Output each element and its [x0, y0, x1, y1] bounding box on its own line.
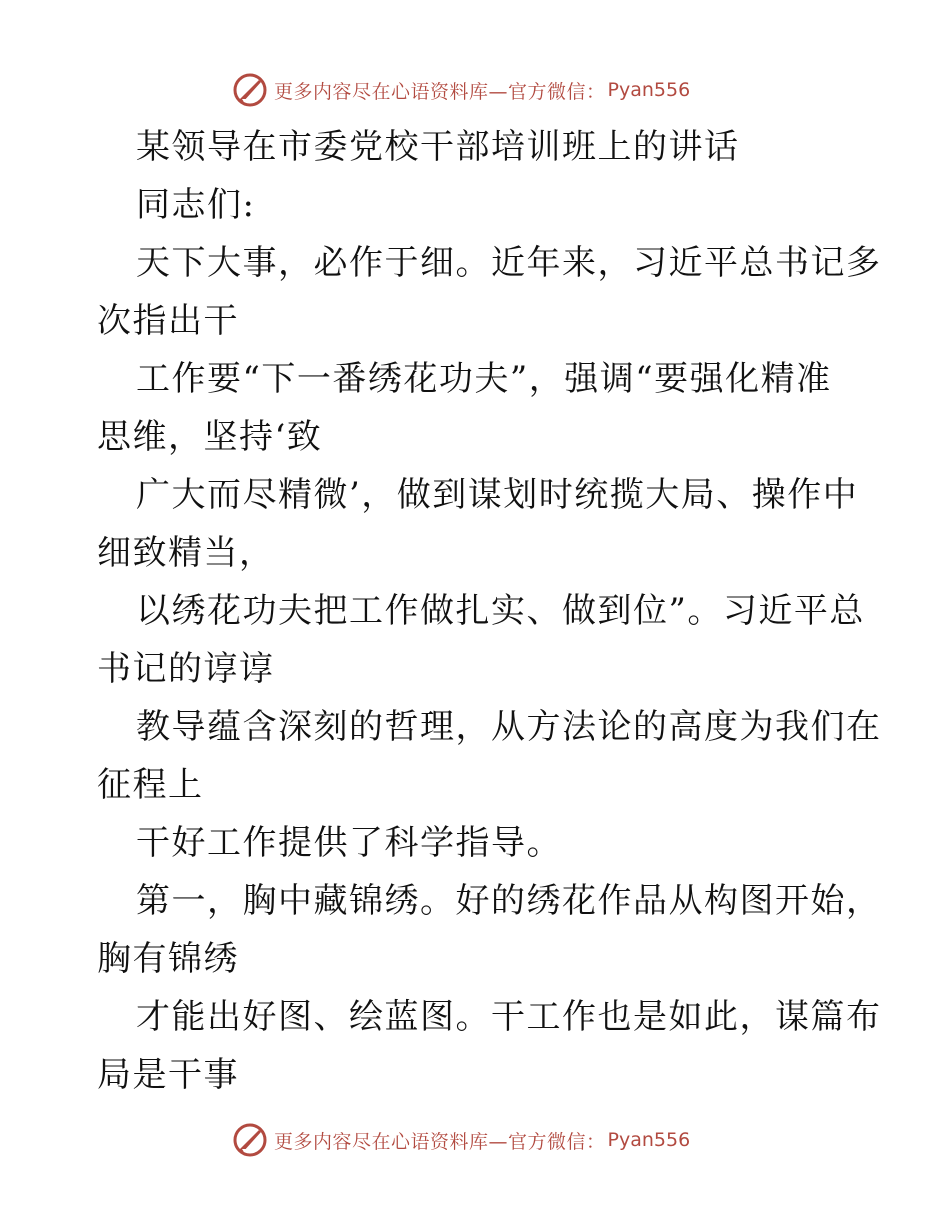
header-watermark	[232, 70, 690, 110]
text-line: 胸有锦绣	[97, 939, 239, 979]
watermark-wechat-id: Pyan556	[607, 79, 691, 101]
watermark-wechat-id: Pyan556	[607, 1129, 691, 1151]
text-line: 书记的谆谆	[97, 649, 275, 689]
text-line: 以绣花功夫把工作做扎实、做到位”。习近平总	[136, 591, 865, 631]
text-line: 思维，坚持‘致	[97, 417, 323, 457]
text-line: 征程上	[97, 765, 204, 805]
text-line: 教导蕴含深刻的哲理，从方法论的高度为我们在	[136, 707, 882, 747]
document-title: 某领导在市委党校干部培训班上的讲话	[136, 127, 740, 167]
text-line: 工作要“下一番绣花功夫”，强调“要强化精准	[136, 359, 832, 399]
watermark-text: 更多内容尽在心语资料库—官方微信：	[274, 80, 606, 103]
quill-pen-circle-icon	[232, 72, 268, 108]
text-line: 才能出好图、绘蓝图。干工作也是如此，谋篇布	[136, 997, 882, 1037]
watermark-text: 更多内容尽在心语资料库—官方微信：	[274, 1130, 606, 1153]
footer-watermark	[232, 1120, 690, 1160]
text-line: 次指出干	[97, 301, 239, 341]
text-line: 细致精当，	[97, 533, 275, 573]
document-body	[97, 118, 882, 1104]
text-line: 广大而尽精微’，做到谋划时统揽大局、操作中	[136, 475, 859, 515]
quill-pen-circle-icon	[232, 1122, 268, 1158]
text-line: 第一，胸中藏锦绣。好的绣花作品从构图开始，	[136, 881, 882, 921]
text-line: 干好工作提供了科学指导。	[136, 823, 562, 863]
text-line: 局是干事	[97, 1055, 239, 1095]
salutation: 同志们:	[136, 185, 256, 225]
text-line: 天下大事，必作于细。近年来，习近平总书记多	[136, 243, 882, 283]
